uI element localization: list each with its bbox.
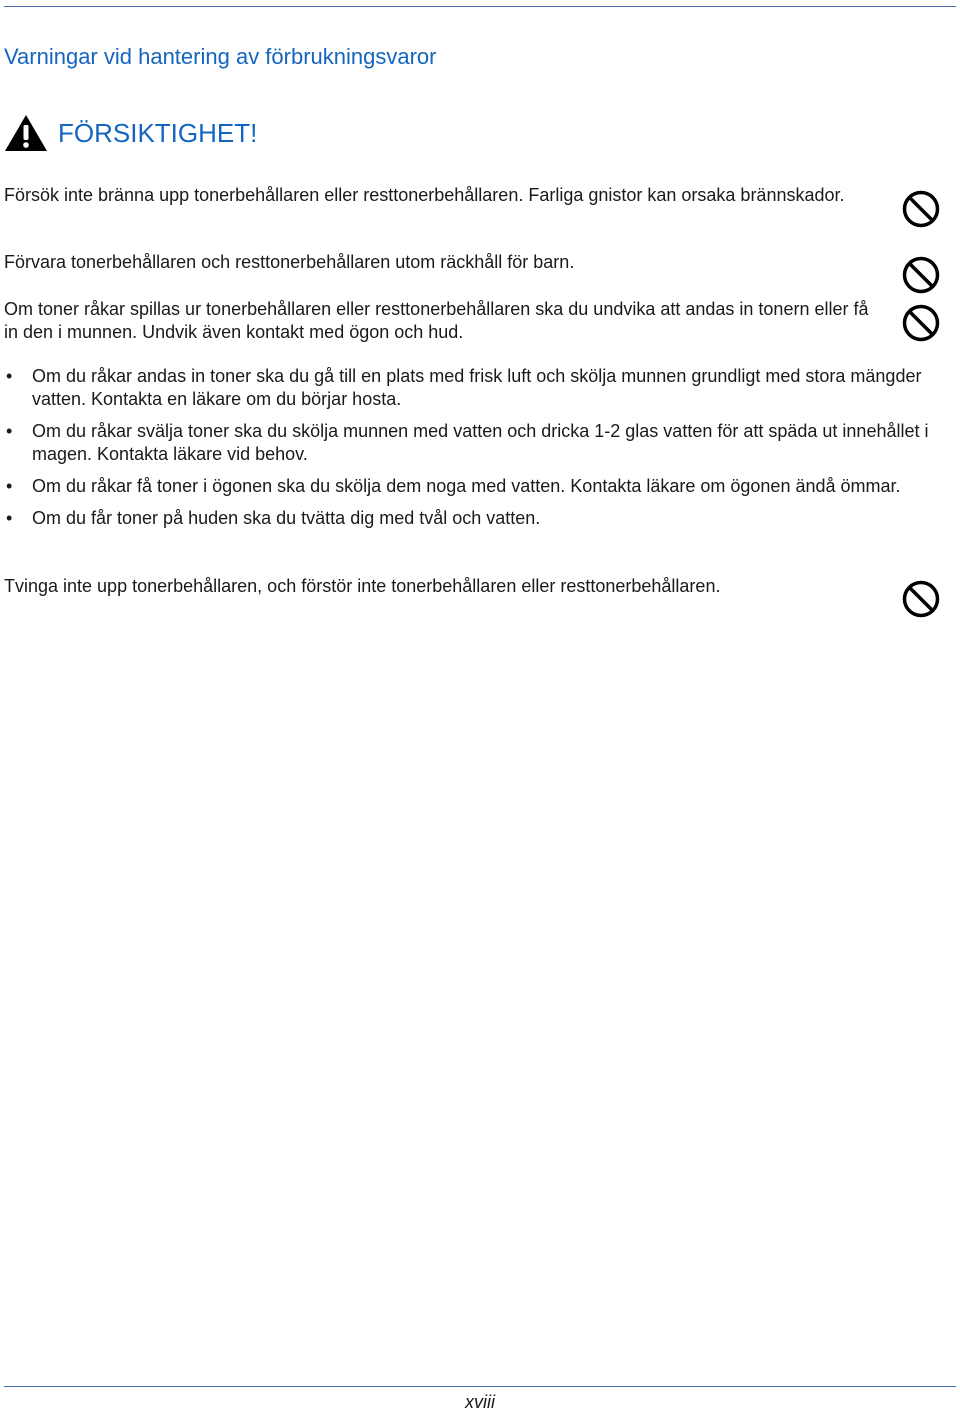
prohibition-icon (902, 190, 940, 228)
list-item (4, 365, 934, 411)
paragraph-burn: Försök inte bränna upp tonerbehållaren eller resttonerbehållaren. Farliga gnistor kan orsaka brännskador. (4, 185, 845, 205)
prohibition-icon (902, 256, 940, 294)
paragraph-spill: Om toner råkar spillas ur tonerbehållaren eller resttonerbehållaren ska du undvika att andas in tonern eller få in den i munnen. Undvik även kontakt med ögon och hud. (4, 299, 869, 342)
paragraph-children: Förvara tonerbehållaren och resttonerbehållaren utom räckhåll för barn. (4, 252, 575, 272)
list-item-text: Om du råkar svälja toner ska du skölja munnen med vatten och dricka 1-2 glas vatten för att späda ut innehållet i magen. Kontakta läkare vid behov. (32, 421, 929, 464)
caution-label: FÖRSIKTIGHET! (58, 117, 258, 148)
bullet-glyph: • (6, 421, 13, 441)
bullet-glyph: • (6, 366, 13, 386)
page-number: xviii (465, 1392, 495, 1412)
top-rule (4, 6, 956, 7)
bottom-rule (4, 1386, 956, 1387)
list-item (4, 475, 934, 498)
list-item-text: Om du råkar få toner i ögonen ska du skölja dem noga med vatten. Kontakta läkare om ögonen ändå ömmar. (32, 476, 901, 496)
list-item-text: Om du får toner på huden ska du tvätta dig med tvål och vatten. (32, 508, 541, 528)
section-title: Varningar vid hantering av förbrukningsvaror (4, 44, 437, 69)
bullet-glyph: • (6, 508, 13, 528)
first-aid-list (4, 365, 934, 539)
list-item (4, 420, 934, 466)
caution-heading (4, 114, 257, 152)
list-item (4, 507, 934, 530)
bullet-glyph: • (6, 476, 13, 496)
list-item-text: Om du råkar andas in toner ska du gå till en plats med frisk luft och skölja munnen grundligt med stora mängder vatten. Kontakta en läkare om du börjar hosta. (32, 366, 922, 409)
warning-triangle-icon (4, 114, 48, 152)
prohibition-icon (902, 580, 940, 618)
paragraph-force-open: Tvinga inte upp tonerbehållaren, och förstör inte tonerbehållaren eller resttonerbehållaren. (4, 576, 721, 596)
prohibition-icon (902, 304, 940, 342)
